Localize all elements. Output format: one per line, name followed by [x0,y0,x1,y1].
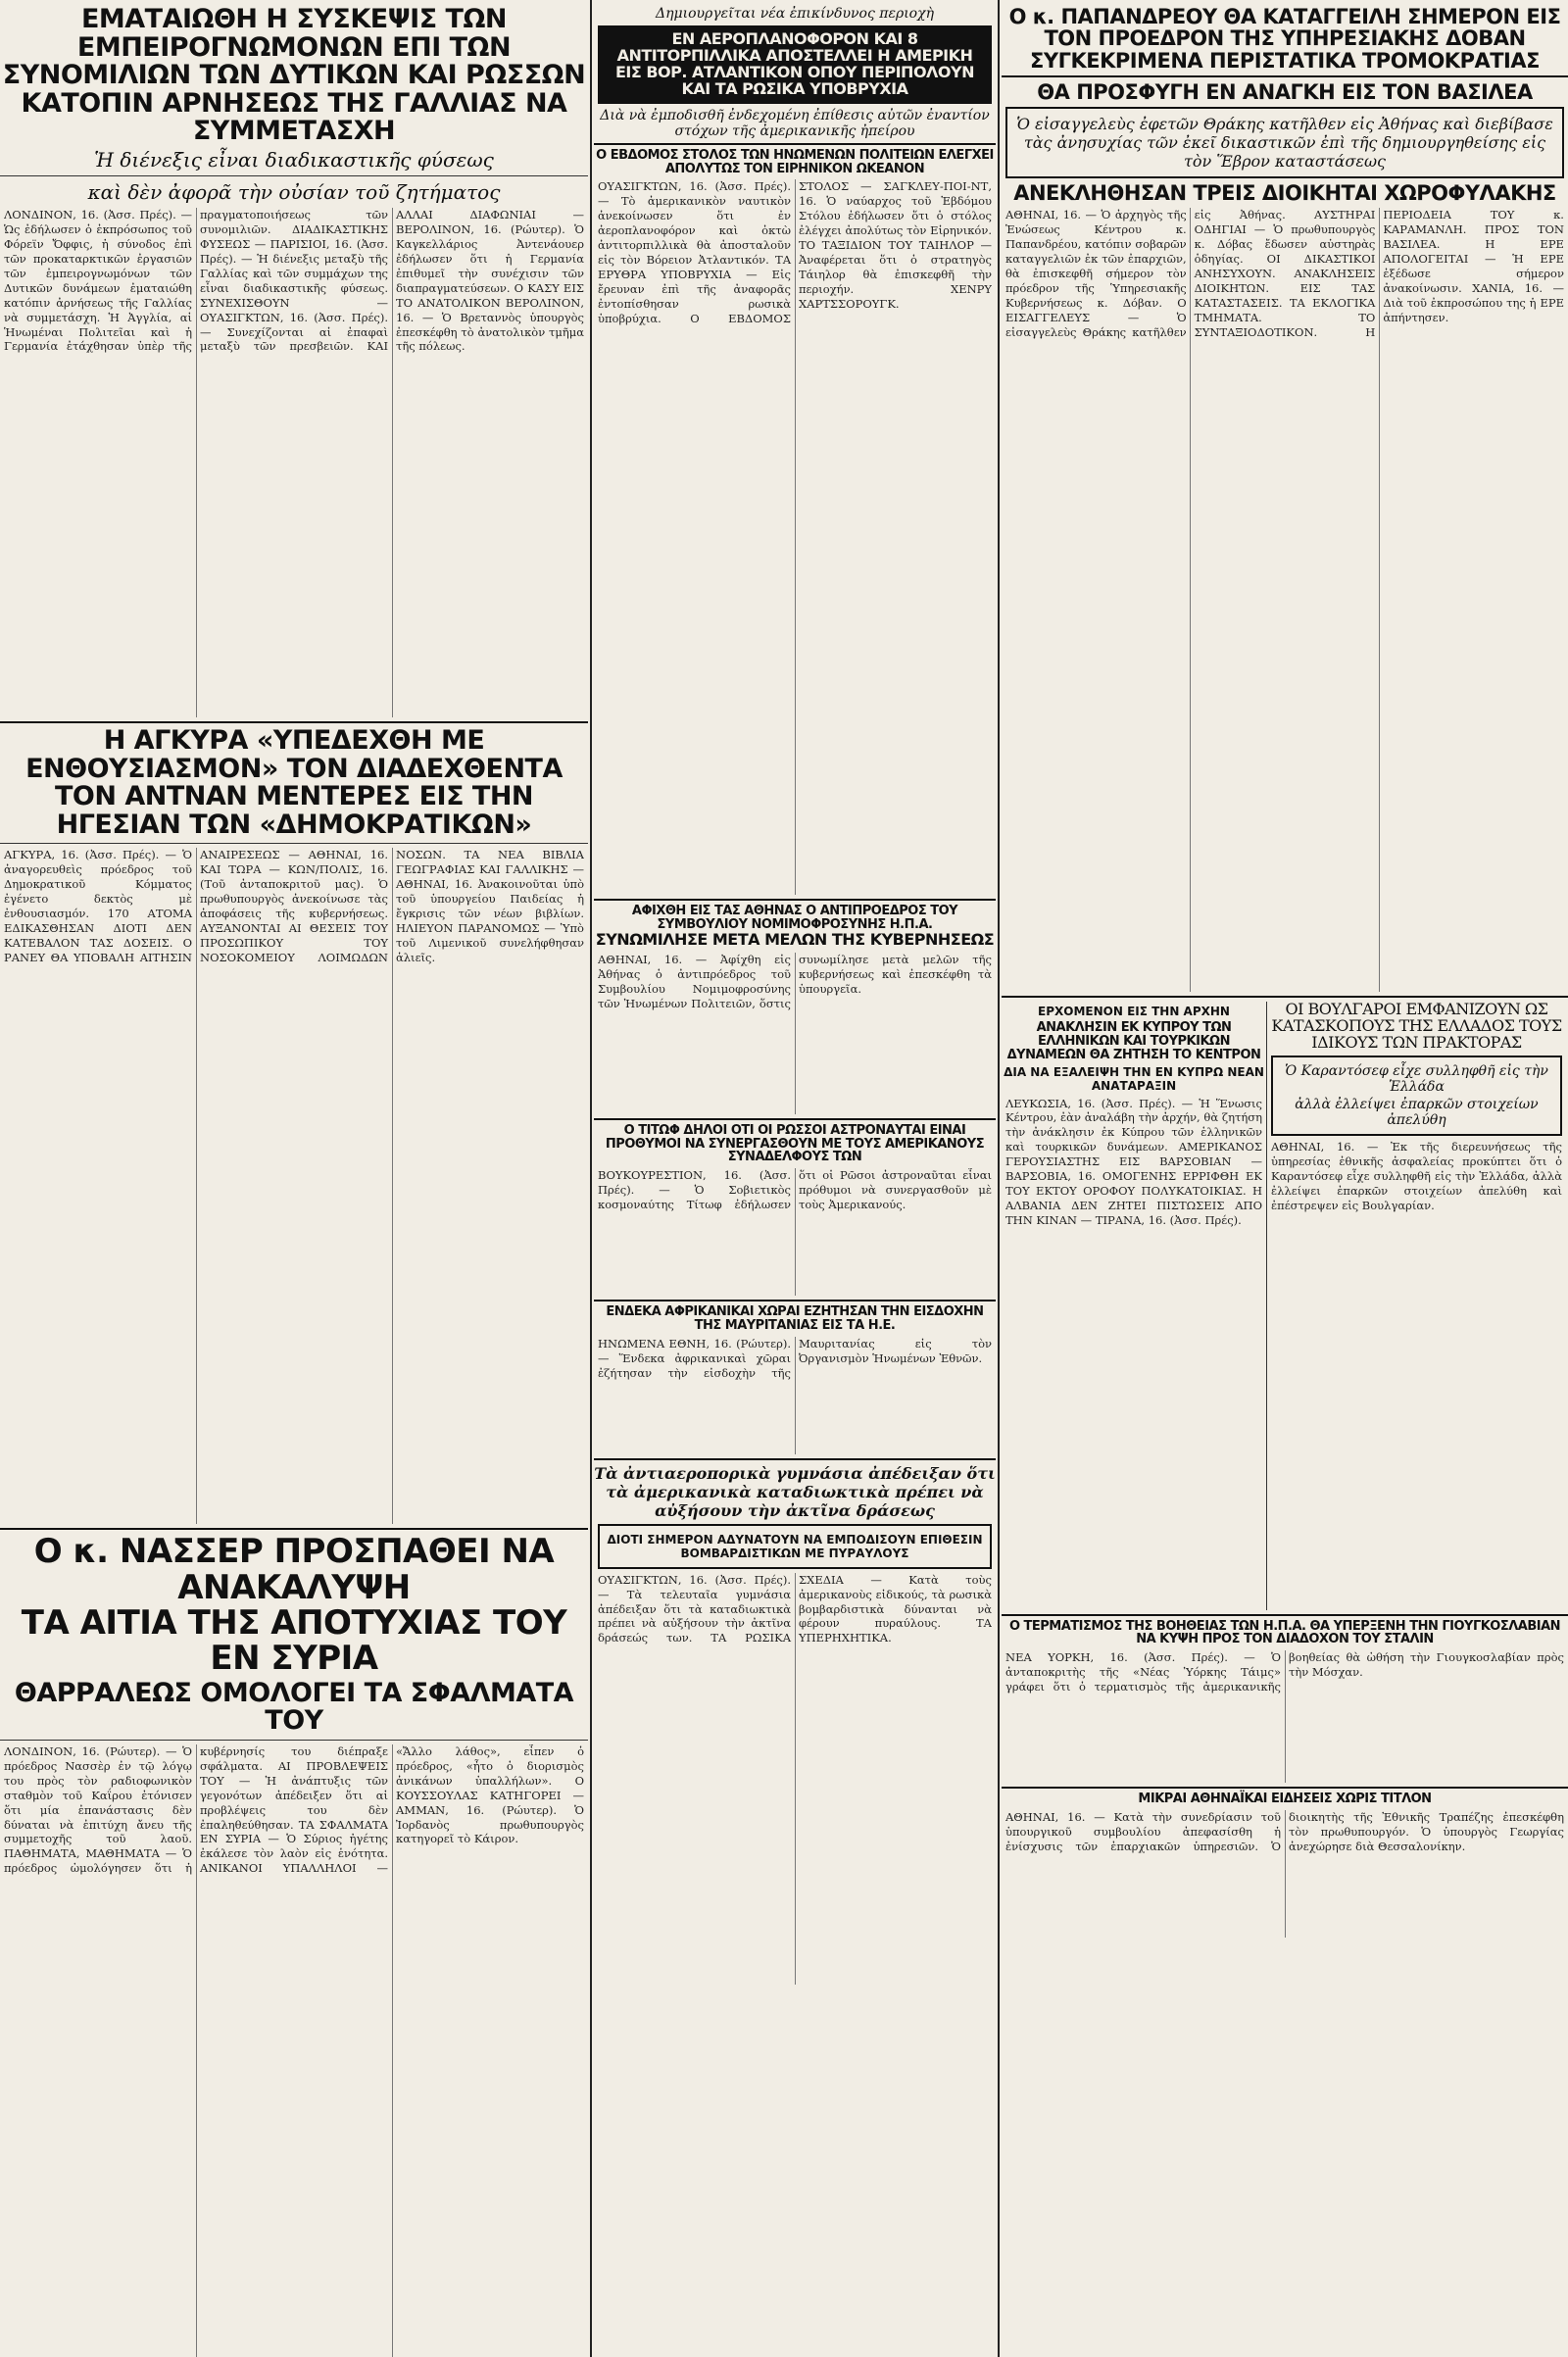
article-fleet-body: ΟΥΑΣΙΓΚΤΩΝ, 16. (Ἀσσ. Πρές). — Τὸ ἀμερικανικὸν ναυτικὸν ἀνεκοίνωσεν ὅτι ἐν ἀεροπλανοφόρον καὶ ὀκτὼ ἀντιτορπιλλικὰ θὰ ἀποσταλοῦν εἰς τὸν Βόρειον Ἀτλαντικόν. ΤΑ ΕΡΥΘΡΑ ΥΠΟΒΡΥΧΙΑ — Εἰς ἔρευναν ἐπὶ τῆς ἀναφορᾶς ἐντοπίσθησαν ρωσικὰ ὑποβρύχια. Ο ΕΒΔΟΜΟΣ ΣΤΟΛΟΣ — ΣΑΓΚΛΕΥ-ΠΟΙ-ΝΤ, 16. Ὁ ναύαρχος τοῦ Ἑβδόμου Στόλου ἐδήλωσεν ὅτι ὁ στόλος ἐλέγχει ἀπολύτως τὸν Εἰρηνικόν. ΤΟ ΤΑΞΙΔΙΟΝ ΤΟΥ ΤΑΙΗΛΟΡ — Ἀναφέρεται ὅτι ὁ στρατηγὸς Τάιηλορ θὰ ἐπισκεφθῆ τὴν περιοχήν. ΧΕΝΡΥ ΧΑΡΤΣΣΟΡΟΥΓΚ. [598,179,992,325]
article-talks-body: ΛΟΝΔΙΝΟΝ, 16. (Ἀσσ. Πρές). — Ὡς ἐδήλωσεν ὁ ἐκπρόσωπος τοῦ Φόρεϊν Ὄφφις, ἡ σύνοδος ἐπὶ τῶν προκαταρκτικῶν ἐργασιῶν τῶν ἐμπειρογνωμόνων τῶν Δυτικῶν δυνάμεων ἐματαιώθη κατόπιν ἀρνήσεως τῆς Γαλλίας νὰ συμμετάσχη. Ἡ Ἀγγλία, αἱ Ἡνωμέναι Πολιτεῖαι καὶ ἡ Γερμανία ἐτάχθησαν ὑπὲρ τῆς πραγματοποιήσεως τῶν συνομιλιῶν. ΔΙΑΔΙΚΑΣΤΙΚΗΣ ΦΥΣΕΩΣ — ΠΑΡΙΣΙΟΙ, 16. (Ἀσσ. Πρές). — Ἡ διένεξις μεταξὺ τῆς Γαλλίας καὶ τῶν συμμάχων της εἶναι διαδικαστικῆς φύσεως. ΣΥΝΕΧΙΣΘΟΥΝ — ΟΥΑΣΙΓΚΤΩΝ, 16. (Ἀσσ. Πρές). — Συνεχίζονται αἱ ἐπαφαὶ μεταξὺ τῶν πρεσβειῶν. ΚΑΙ ΑΛΛΑΙ ΔΙΑΦΩΝΙΑΙ — ΒΕΡΟΛΙΝΟΝ, 16. (Ρώυτερ). Ὁ Καγκελλάριος Ἀντενάουερ ἐδήλωσεν ὅτι ἡ Γερμανία ἐπιθυμεῖ τὴν συνέχισιν τῶν διαπραγματεύσεων. Ο ΚΑΣΥ ΕΙΣ ΤΟ ΑΝΑΤΟΛΙΚΟΝ ΒΕΡΟΛΙΝΟΝ, 16. — Ὁ Βρεταννὸς ὑπουργὸς ἐπεσκέφθη τὸ ἀνατολικὸν τμῆμα τῆς πόλεως. [4,208,584,354]
article-cyprus-body: ΛΕΥΚΩΣΙΑ, 16. (Ἀσσ. Πρές). — Ἡ Ἕνωσις Κέντρου, ἐὰν ἀναλάβη τὴν ἀρχήν, θὰ ζητήση τὴν ἀνάκλησιν ἐκ Κύπρου τῶν ἑλληνικῶν καὶ τουρκικῶν δυνάμεων. ΑΜΕΡΙΚΑΝΟΣ ΓΕΡΟΥΣΙΑΣΤΗΣ ΕΙΣ ΒΑΡΣΟΒΙΑΝ — ΒΑΡΣΟΒΙΑ, 16. ΟΜΟΓΕΝΗΣ ΕΡΡΙΦΘΗ ΕΚ ΤΟΥ ΕΚΤΟΥ ΟΡΟΦΟΥ ΠΟΛΥΚΑΤΟΙΚΙΑΣ. Η ΑΛΒΑΝΙΑ ΔΕΝ ΖΗΤΕΙ ΠΙΣΤΩΣΕΙΣ ΑΠΟ ΤΗΝ ΚΙΝΑΝ — ΤΙΡΑΝΑ, 16. (Ἀσσ. Πρές). [1005,1096,1262,1228]
headline-seventh-fleet: Ο ΕΒΔΟΜΟΣ ΣΤΟΛΟΣ ΤΩΝ ΗΝΩΜΕΝΩΝ ΠΟΛΙΤΕΙΩΝ ΕΛΕΓΧΕΙ ΑΠΟΛΥΤΩΣ ΤΟΝ ΕΙΡΗΝΙΚΟΝ ΩΚΕΑΝΟΝ [596,147,994,176]
article-air-exercises-body: ΟΥΑΣΙΓΚΤΩΝ, 16. (Ἀσσ. Πρές). — Τὰ τελευταῖα γυμνάσια ἀπέδειξαν ὅτι τὰ καταδιωκτικὰ πρέπει νὰ αὐξήσουν τὴν ἀκτῖνα δράσεώς των. ΤΑ ΡΩΣΙΚΑ ΣΧΕΔΙΑ — Κατὰ τοὺς ἀμερικανοὺς εἰδικούς, τὰ ρωσικὰ βομβαρδιστικὰ δύνανται νὰ φέρουν πυραύλους. ΤΑ ΥΠΕΡΗΧΗΤΙΚΑ. [598,1572,992,1645]
subhead-talks-2: καὶ δὲν ἀφορᾶ τὴν οὐσίαν τοῦ ζητήματος [87,180,501,205]
divider [0,1740,588,1741]
divider [1002,996,1568,998]
subhead-bulgaria-2: ἀλλὰ ἐλλείψει ἐπαρκῶν στοιχείων ἀπελύθη [1295,1097,1539,1129]
article-athens-briefs-body: ΑΘΗΝΑΙ, 16. — Κατὰ τὴν συνεδρίασιν τοῦ ὑπουργικοῦ συμβουλίου ἀπεφασίσθη ἡ ἐνίσχυσις τῶν ἐπαρχιακῶν ὑπηρεσιῶν. Ὁ διοικητὴς τῆς Ἐθνικῆς Τραπέζης ἐπεσκέφθη τὸν πρωθυπουργόν. Ὁ ὑπουργὸς Γεωργίας ἀνεχώρησε διὰ Θεσσαλονίκην. [1005,1809,1564,1853]
headline-athens-briefs: ΜΙΚΡΑΙ ΑΘΗΝΑΪΚΑΙ ΕΙΔΗΣΕΙΣ ΧΩΡΙΣ ΤΙΤΛΟΝ [1138,1792,1432,1807]
subhead-box-bombers [598,1524,992,1569]
article-vice-president-body: ΑΘΗΝΑΙ, 16. — Ἀφίχθη εἰς Ἀθήνας ὁ ἀντιπρόεδρος τοῦ Συμβουλίου Νομιμοφροσύνης τῶν Ἡνωμένων Πολιτειῶν, ὅστις συνωμίλησε μετὰ μελῶν τῆς κυβερνήσεως καὶ ἐπεσκέφθη τὰ ὑπουργεῖα. [598,952,992,1010]
headline-nasser-1: Ο κ. ΝΑΣΣΕΡ ΠΡΟΣΠΑΘΕΙ ΝΑ ΑΝΑΚΑΛΥΨΗ [33,1532,555,1607]
headline-papandreou: Ο κ. ΠΑΠΑΝΔΡΕΟΥ ΘΑ ΚΑΤΑΓΓΕΙΛΗ ΣΗΜΕΡΟΝ ΕΙΣ ΤΟΝ ΠΡΟΕΔΡΟΝ ΤΗΣ ΥΠΗΡΕΣΙΑΚΗΣ ΔΟΒΑΝ ΣΥΓΚΕΚΡΙΜΕΝΑ ΠΕΡΙΣΤΑΤΙΚΑ ΤΡΟΜΟΚΡΑΤΙΑΣ [1008,5,1561,73]
article-titov-body: ΒΟΥΚΟΥΡΕΣΤΙΟΝ, 16. (Ἀσσ. Πρές). — Ὁ Σοβιετικὸς κοσμοναύτης Τίτωφ ἐδήλωσεν ὅτι οἱ Ρῶσοι ἀστροναῦται εἶναι πρόθυμοι νὰ συνεργασθοῦν μὲ τοὺς Ἀμερικανούς. [598,1168,992,1211]
headline-titov: Ο ΤΙΤΩΦ ΔΗΛΟΙ ΟΤΙ ΟΙ ΡΩΣΣΟΙ ΑΣΤΡΟΝΑΥΤΑΙ ΕΙΝΑΙ ΠΡΟΘΥΜΟΙ ΝΑ ΣΥΝΕΡΓΑΣΘΟΥΝ ΜΕ ΤΟΥΣ ΑΜΕΡΙΚΑΝΟΥΣ ΣΥΝΑΔΕΛΦΟΥΣ ΤΩΝ [605,1122,985,1165]
headline-ankara: Η ΑΓΚΥΡΑ «ΥΠΕΔΕΧΘΗ ΜΕ ΕΝΘΟΥΣΙΑΣΜΟΝ» ΤΟΝ ΔΙΑΔΕΧΘΕΝΤΑ ΤΟΝ ΑΝΤΝΑΝ ΜΕΝΤΕΡΕΣ ΕΙΣ ΤΗΝ ΗΓΕΣΙΑΝ ΤΩΝ «ΔΗΜΟΚΡΑΤΙΚΩΝ» [25,725,563,840]
article-bulgaria-body: ΑΘΗΝΑΙ, 16. — Ἐκ τῆς διερευνήσεως τῆς ὑπηρεσίας ἐθνικῆς ἀσφαλείας προκύπτει ὅτι ὁ Καραντόσεφ εἶχε συλληφθῆ εἰς τὴν Ἑλλάδα, ἀλλὰ ἐλλείψει ἐπαρκῶν στοιχείων ἀπελύθη καὶ ἐπέστρεψεν εἰς Βουλγαρίαν. [1271,1140,1562,1212]
lower-right-section [1002,1002,1568,1609]
bulgaria-article [1267,1002,1566,1609]
subhead-box-bulgaria [1271,1056,1562,1136]
divider [0,1528,588,1530]
subhead-king: ΘΑ ΠΡΟΣΦΥΓΗ ΕΝ ΑΝΑΓΚΗ ΕΙΣ ΤΟΝ ΒΑΣΙΛΕΑ [1037,79,1533,104]
headline-cyprus: ΑΝΑΚΛΗΣΙΝ ΕΚ ΚΥΠΡΟΥ ΤΩΝ ΕΛΛΗΝΙΚΩΝ ΚΑΙ ΤΟΥΡΚΙΚΩΝ ΔΥΝΑΜΕΩΝ ΘΑ ΖΗΤΗΣΗ ΤΟ ΚΕΝΤΡΟΝ [1006,1020,1261,1062]
divider [594,1118,996,1120]
subhead-talks-1: Ἡ διένεξις εἶναι διαδικαστικῆς φύσεως [94,148,494,172]
divider [0,843,588,844]
kicker-atlantic: Δημιουργεῖται νέα ἐπικίνδυνος περιοχὴ [656,6,934,22]
right-column [1002,0,1568,2357]
divider [594,899,996,901]
divider [0,175,588,176]
article-nasser-body: ΛΟΝΔΙΝΟΝ, 16. (Ρώυτερ). — Ὁ πρόεδρος Νασσὲρ ἐν τῷ λόγῳ του πρὸς τὸν ραδιοφωνικὸν σταθμὸν τοῦ Καΐρου ἐτόνισεν ὅτι μία ἐπανάστασις δὲν δύναται νὰ ἐπιτύχη ἄνευ τῆς συμμετοχῆς τοῦ λαοῦ. ΠΑΘΗΜΑΤΑ, ΜΑΘΗΜΑΤΑ — Ὁ πρόεδρος ὡμολόγησεν ὅτι ἡ κυβέρνησίς του διέπραξε σφάλματα. ΑΙ ΠΡΟΒΛΕΨΕΙΣ ΤΟΥ — Ἡ ἀνάπτυξις τῶν γεγονότων ἀπέδειξεν ὅτι αἱ προβλέψεις του δὲν ἐπαληθεύθησαν. ΤΑ ΣΦΑΛΜΑΤΑ ΕΝ ΣΥΡΙΑ — Ὁ Σύριος ἠγέτης ἐκάλεσε τὸν λαὸν εἰς ἑνότητα. ΑΝΙΚΑΝΟΙ ΥΠΑΛΛΗΛΟΙ — «Ἄλλο λάθος», εἶπεν ὁ πρόεδρος, «ἦτο ὁ διορισμὸς ἀνικάνων ὑπαλλήλων». Ο ΚΟΥΣΣΟΥΛΑΣ ΚΑΤΗΓΟΡΕΙ — ΑΜΜΑΝ, 16. (Ρώυτερ). Ὁ Ἰορδανὸς πρωθυπουργὸς κατηγορεῖ τὸ Κάιρον. [4,1743,584,1876]
cyprus-article [1002,1002,1266,1609]
left-column [0,0,588,2357]
headline-box-atlantic [598,25,992,104]
headline-gendarmerie: ΑΝΕΚΛΗΘΗΣΑΝ ΤΡΕΙΣ ΔΙΟΙΚΗΤΑΙ ΧΩΡΟΦΥΛΑΚΗΣ [1013,181,1556,205]
column-rule [998,0,1000,2357]
article-yugoslavia-body: ΝΕΑ ΥΟΡΚΗ, 16. (Ἀσσ. Πρές). — Ὁ ἀνταποκριτὴς τῆς «Νέας Ὑόρκης Τάιμς» γράφει ὅτι ὁ τερματισμὸς τῆς ἀμερικανικῆς βοηθείας θὰ ὠθήση τὴν Γιουγκοσλαβίαν πρὸς τὴν Μόσχαν. [1005,1650,1564,1694]
subhead-atlantic: Διὰ νὰ ἐμποδισθῆ ἐνδεχομένη ἐπίθεσις αὐτῶν ἐναντίον στόχων τῆς ἀμερικανικῆς ἠπείρου [600,107,990,139]
divider [0,721,588,723]
subhead-bulgaria-1: Ὁ Καραντόσεφ εἶχε συλληφθῆ εἰς τὴν Ἑλλάδα [1285,1063,1548,1096]
note-box-prosecutor [1005,107,1564,178]
divider [1002,1614,1568,1616]
subhead-vice-president: ΣΥΝΩΜΙΛΗΣΕ ΜΕΤΑ ΜΕΛΩΝ ΤΗΣ ΚΥΒΕΡΝΗΣΕΩΣ [595,929,995,949]
headline-nasser-2: ΤΑ ΑΙΤΙΑ ΤΗΣ ΑΠΟΤΥΧΙΑΣ ΤΟΥ ΕΝ ΣΥΡΙΑ [21,1602,567,1678]
column-rule [590,0,592,2357]
divider [594,1300,996,1301]
headline-air-exercises: Τὰ ἀντιαεροπορικὰ γυμνάσια ἀπέδειξαν ὅτι τὰ ἀμερικανικὰ καταδιωκτικὰ πρέπει νὰ αὐξήσουν τὴν ἀκτῖνα δράσεως [594,1463,996,1520]
headline-bulgaria: ΟΙ ΒΟΥΛΓΑΡΟΙ ΕΜΦΑΝΙΖΟΥΝ ΩΣ ΚΑΤΑΣΚΟΠΟΥΣ ΤΗΣ ΕΛΛΑΔΟΣ ΤΟΥΣ ΙΔΙΚΟΥΣ ΤΩΝ ΠΡΑΚΤΟΡΑΣ [1271,1000,1562,1053]
note-prosecutor: Ὁ εἰσαγγελεὺς ἐφετῶν Θράκης κατῆλθεν εἰς Ἀθήνας καὶ διεβίβασε τὰς ἀνησυχίας τῶν ἐκεῖ δικαστικῶν ἐπὶ τῆς δημιουργηθείσης εἰς τὸν Ἕβρον καταστάσεως [1016,115,1553,171]
headline-atlantic: ΕΝ ΑΕΡΟΠΛΑΝΟΦΟΡΟΝ ΚΑΙ 8 ΑΝΤΙΤΟΡΠΙΛΛΙΚΑ ΑΠΟΣΤΕΛΛΕΙ Η ΑΜΕΡΙΚΗ ΕΙΣ ΒΟΡ. ΑΤΛΑΝΤΙΚΟΝ ΟΠΟΥ ΠΕΡΙΠΟΛΟΥΝ ΚΑΙ ΤΑ ΡΩΣΙΚΑ ΥΠΟΒΡΥΧΙΑ [614,29,975,98]
divider [594,143,996,145]
headline-mauritania: ΕΝΔΕΚΑ ΑΦΡΙΚΑΝΙΚΑΙ ΧΩΡΑΙ ΕΖΗΤΗΣΑΝ ΤΗΝ ΕΙΣΔΟΧΗΝ ΤΗΣ ΜΑΥΡΙΤΑΝΙΑΣ ΕΙΣ ΤΑ Η.Ε. [606,1304,984,1333]
kicker-cyprus: ΕΡΧΟΜΕΝΟΝ ΕΙΣ ΤΗΝ ΑΡΧΗΝ [1038,1005,1230,1019]
divider [1002,75,1568,77]
article-ankara-body: ΑΓΚΥΡΑ, 16. (Ἀσσ. Πρές). — Ὁ ἀναγορευθεὶς πρόεδρος τοῦ Δημοκρατικοῦ Κόμματος ἐγένετο δεκτὸς μὲ ἐνθουσιασμόν. 170 ΑΤΟΜΑ ΕΔΙΚΑΣΘΗΣΑΝ ΔΙΟΤΙ ΔΕΝ ΚΑΤΕΒΑΛΟΝ ΤΑΣ ΔΟΣΕΙΣ. Ο ΡΑΝΕΥ ΘΑ ΥΠΟΒΑΛΗ ΑΙΤΗΣΙΝ ΑΝΑΙΡΕΣΕΩΣ — ΑΘΗΝΑΙ, 16. ΚΑΙ ΤΩΡΑ — ΚΩΝ/ΠΟΛΙΣ, 16. (Τοῦ ἀνταποκριτοῦ μας). Ὁ πρωθυπουργὸς ἀνεκοίνωσε τὰς ἀποφάσεις τῆς κυβερνήσεως. ΑΥΞΑΝΟΝΤΑΙ ΑΙ ΘΕΣΕΙΣ ΤΟΥ ΠΡΟΣΩΠΙΚΟΥ ΤΟΥ ΝΟΣΟΚΟΜΕΙΟΥ ΛΟΙΜΩΔΩΝ ΝΟΣΩΝ. ΤΑ ΝΕΑ ΒΙΒΛΙΑ ΓΕΩΓΡΑΦΙΑΣ ΚΑΙ ΓΑΛΛΙΚΗΣ — ΑΘΗΝΑΙ, 16. Ἀνακοινοῦται ὑπὸ τοῦ ὑπουργείου Παιδείας ἡ ἔγκρισις τῶν νέων βιβλίων. ΗΛΙΕΥΟΝ ΠΑΡΑΝΟΜΩΣ — Ὑπὸ τοῦ Λιμενικοῦ συνελήφθησαν ἁλιεῖς. [4,848,584,965]
subhead-bombers: ΔΙΟΤΙ ΣΗΜΕΡΟΝ ΑΔΥΝΑΤΟΥΝ ΝΑ ΕΜΠΟΔΙΣΟΥΝ ΕΠΙΘΕΣΙΝ ΒΟΜΒΑΡΔΙΣΤΙΚΩΝ ΜΕ ΠΥΡΑΥΛΟΥΣ [607,1532,983,1560]
headline-yugoslavia: Ο ΤΕΡΜΑΤΙΣΜΟΣ ΤΗΣ ΒΟΗΘΕΙΑΣ ΤΩΝ Η.Π.Α. ΘΑ ΥΠΕΡΞΕΝΗ ΤΗΝ ΓΙΟΥΓΚΟΣΛΑΒΙΑΝ ΝΑ ΚΥΨΗ ΠΡΟΣ ΤΟΝ ΔΙΑΔΟΧΟΝ ΤΟΥ ΣΤΑΛΙΝ [1008,1618,1561,1647]
divider [594,1458,996,1460]
headline-vice-president: ΑΦΙΧΘΗ ΕΙΣ ΤΑΣ ΑΘΗΝΑΣ Ο ΑΝΤΙΠΡΟΕΔΡΟΣ ΤΟΥ ΣΥΜΒΟΥΛΙΟΥ ΝΟΜΙΜΟΦΡΟΣΥΝΗΣ Η.Π.Α. [631,904,958,933]
subhead-cyprus: ΔΙΑ ΝΑ ΕΞΑΛΕΙΨΗ ΤΗΝ ΕΝ ΚΥΠΡΩ ΝΕΑΝ ΑΝΑΤΑΡΑΞΙΝ [1004,1064,1264,1093]
article-papandreou-body: ΑΘΗΝΑΙ, 16. — Ὁ ἀρχηγὸς τῆς Ἑνώσεως Κέντρου κ. Παπανδρέου, κατόπιν σοβαρῶν καταγγελιῶν ἐκ τῶν ἐπαρχιῶν, θὰ ἐπισκεφθῆ σήμερον τὸν πρόεδρον τῆς Ὑπηρεσιακῆς Κυβερνήσεως κ. Δόβαν. Ο ΕΙΣΑΓΓΕΛΕΥΣ — Ὁ εἰσαγγελεὺς Θράκης κατῆλθεν εἰς Ἀθήνας. ΑΥΣΤΗΡΑΙ ΟΔΗΓΙΑΙ — Ὁ πρωθυπουργὸς κ. Δόβας ἔδωσεν αὐστηρὰς ὁδηγίας. ΟΙ ΔΙΚΑΣΤΙΚΟΙ ΑΝΗΣΥΧΟΥΝ. ΑΝΑΚΛΗΣΕΙΣ ΔΙΟΙΚΗΤΩΝ. ΕΙΣ ΤΑΣ ΚΑΤΑΣΤΑΣΕΙΣ. ΤΑ ΕΚΛΟΓΙΚΑ ΤΜΗΜΑΤΑ. ΤΟ ΣΥΝΤΑΞΙΟΔΟΤΙΚΟΝ. Η ΠΕΡΙΟΔΕΙΑ ΤΟΥ κ. ΚΑΡΑΜΑΝΛΗ. ΠΡΟΣ ΤΟΝ ΒΑΣΙΛΕΑ. Η ΕΡΕ ΑΠΟΛΟΓΕΙΤΑΙ — Ἡ ΕΡΕ ἐξέδωσε σήμερον ἀνακοίνωσιν. ΧΑΝΙΑ, 16. — Διὰ τοῦ ἐκπροσώπου της ἡ ΕΡΕ ἀπήντησεν. [1005,208,1564,339]
headline-nasser-3: ΘΑΡΡΑΛΕΩΣ ΟΜΟΛΟΓΕΙ ΤΑ ΣΦΑΛΜΑΤΑ ΤΟΥ [14,1677,574,1737]
headline-talks: ΕΜΑΤΑΙΩΘΗ Η ΣΥΣΚΕΨΙΣ ΤΩΝ ΕΜΠΕΙΡΟΓΝΩΜΟΝΩΝ ΕΠΙ ΤΩΝ ΣΥΝΟΜΙΛΙΩΝ ΤΩΝ ΔΥΤΙΚΩΝ ΚΑΙ ΡΩΣΣΩΝ ΚΑΤΟΠΙΝ ΑΡΝΗΣΕΩΣ ΤΗΣ ΓΑΛΛΙΑΣ ΝΑ ΣΥΜΜΕΤΑΣΧΗ [2,4,586,147]
article-mauritania-body: ΗΝΩΜΕΝΑ ΕΘΝΗ, 16. (Ρώυτερ). — Ἕνδεκα ἀφρικανικαὶ χῶραι ἐζήτησαν τὴν εἰσδοχὴν τῆς Μαυριτανίας εἰς τὸν Ὀργανισμὸν Ἡνωμένων Ἐθνῶν. [598,1336,992,1380]
middle-column [594,0,996,2357]
divider [1002,1787,1568,1789]
